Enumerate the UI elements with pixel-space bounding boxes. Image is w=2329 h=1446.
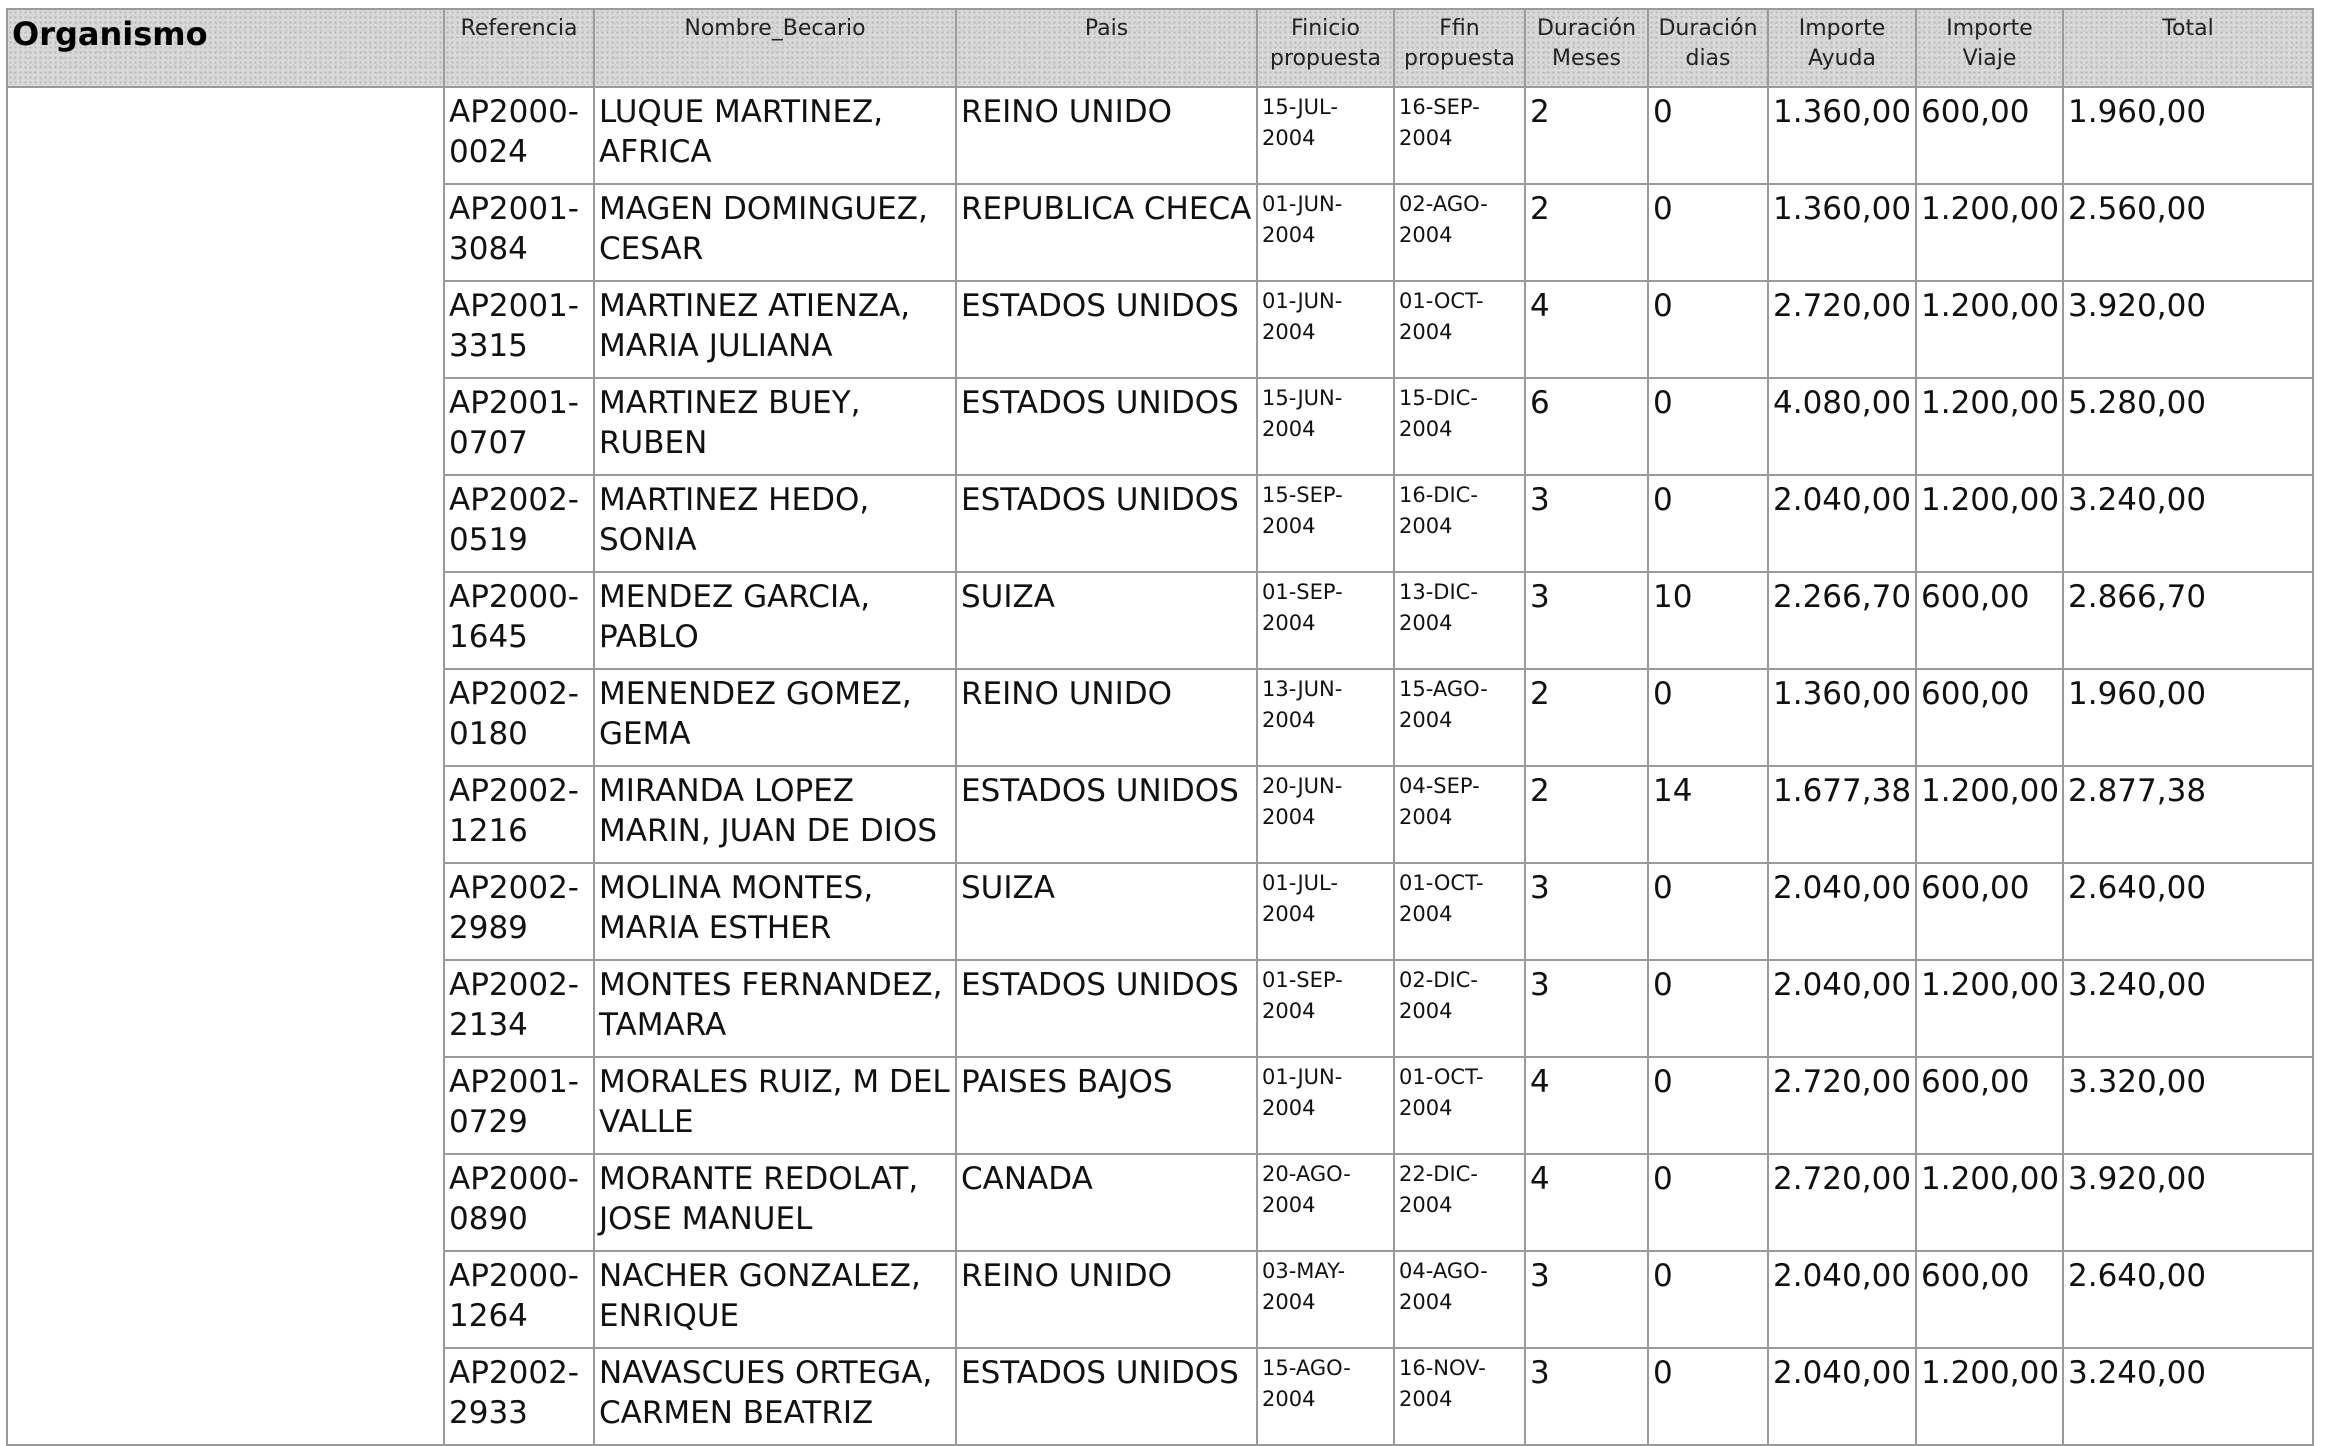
header-duracion-dias: Duración dias bbox=[1648, 9, 1768, 87]
cell-duracion-dias: 0 bbox=[1648, 1057, 1768, 1154]
cell-importe-ayuda: 1.360,00 bbox=[1768, 669, 1916, 766]
cell-total: 3.240,00 bbox=[2063, 960, 2313, 1057]
cell-finicio-propuesta: 01-JUN-2004 bbox=[1257, 184, 1394, 281]
cell-duracion-dias: 0 bbox=[1648, 475, 1768, 572]
cell-finicio-propuesta: 13-JUN-2004 bbox=[1257, 669, 1394, 766]
header-finicio-propuesta: Finicio propuesta bbox=[1257, 9, 1394, 87]
cell-nombre-becario: MARTINEZ HEDO, SONIA bbox=[594, 475, 956, 572]
cell-importe-ayuda: 1.360,00 bbox=[1768, 184, 1916, 281]
cell-duracion-dias: 10 bbox=[1648, 572, 1768, 669]
cell-ffin-propuesta: 01-OCT-2004 bbox=[1394, 863, 1525, 960]
cell-ffin-propuesta: 01-OCT-2004 bbox=[1394, 281, 1525, 378]
cell-importe-viaje: 600,00 bbox=[1916, 1057, 2063, 1154]
cell-duracion-meses: 6 bbox=[1525, 378, 1648, 475]
cell-finicio-propuesta: 01-JUN-2004 bbox=[1257, 281, 1394, 378]
cell-total: 3.320,00 bbox=[2063, 1057, 2313, 1154]
cell-duracion-meses: 2 bbox=[1525, 87, 1648, 184]
cell-total: 1.960,00 bbox=[2063, 669, 2313, 766]
cell-importe-viaje: 1.200,00 bbox=[1916, 184, 2063, 281]
cell-importe-ayuda: 2.720,00 bbox=[1768, 1154, 1916, 1251]
cell-referencia: AP2000-0024 bbox=[444, 87, 594, 184]
header-ffin-propuesta: Ffin propuesta bbox=[1394, 9, 1525, 87]
cell-duracion-meses: 3 bbox=[1525, 863, 1648, 960]
cell-duracion-dias: 0 bbox=[1648, 1251, 1768, 1348]
cell-total: 1.960,00 bbox=[2063, 87, 2313, 184]
cell-pais: REPUBLICA CHECA bbox=[956, 184, 1257, 281]
cell-finicio-propuesta: 01-JUN-2004 bbox=[1257, 1057, 1394, 1154]
cell-duracion-meses: 4 bbox=[1525, 1057, 1648, 1154]
cell-importe-ayuda: 2.040,00 bbox=[1768, 1348, 1916, 1445]
cell-importe-viaje: 1.200,00 bbox=[1916, 766, 2063, 863]
cell-referencia: AP2000-0890 bbox=[444, 1154, 594, 1251]
cell-finicio-propuesta: 01-SEP-2004 bbox=[1257, 572, 1394, 669]
cell-ffin-propuesta: 04-AGO-2004 bbox=[1394, 1251, 1525, 1348]
cell-nombre-becario: MENENDEZ GOMEZ, GEMA bbox=[594, 669, 956, 766]
cell-importe-ayuda: 2.040,00 bbox=[1768, 863, 1916, 960]
cell-pais: SUIZA bbox=[956, 572, 1257, 669]
cell-ffin-propuesta: 01-OCT-2004 bbox=[1394, 1057, 1525, 1154]
cell-nombre-becario: MAGEN DOMINGUEZ, CESAR bbox=[594, 184, 956, 281]
cell-referencia: AP2001-3084 bbox=[444, 184, 594, 281]
cell-duracion-dias: 0 bbox=[1648, 1348, 1768, 1445]
cell-pais: ESTADOS UNIDOS bbox=[956, 766, 1257, 863]
cell-importe-viaje: 1.200,00 bbox=[1916, 475, 2063, 572]
cell-duracion-dias: 0 bbox=[1648, 669, 1768, 766]
cell-referencia: AP2001-0707 bbox=[444, 378, 594, 475]
cell-ffin-propuesta: 04-SEP-2004 bbox=[1394, 766, 1525, 863]
cell-total: 3.920,00 bbox=[2063, 281, 2313, 378]
cell-duracion-meses: 3 bbox=[1525, 1348, 1648, 1445]
cell-total: 3.240,00 bbox=[2063, 475, 2313, 572]
cell-pais: PAISES BAJOS bbox=[956, 1057, 1257, 1154]
cell-importe-viaje: 600,00 bbox=[1916, 669, 2063, 766]
cell-importe-viaje: 1.200,00 bbox=[1916, 1154, 2063, 1251]
cell-pais: SUIZA bbox=[956, 863, 1257, 960]
cell-pais: ESTADOS UNIDOS bbox=[956, 1348, 1257, 1445]
cell-ffin-propuesta: 02-AGO-2004 bbox=[1394, 184, 1525, 281]
cell-ffin-propuesta: 15-AGO-2004 bbox=[1394, 669, 1525, 766]
cell-nombre-becario: MARTINEZ ATIENZA, MARIA JULIANA bbox=[594, 281, 956, 378]
cell-total: 2.866,70 bbox=[2063, 572, 2313, 669]
cell-ffin-propuesta: 02-DIC-2004 bbox=[1394, 960, 1525, 1057]
cell-importe-viaje: 600,00 bbox=[1916, 1251, 2063, 1348]
cell-referencia: AP2002-1216 bbox=[444, 766, 594, 863]
cell-importe-viaje: 1.200,00 bbox=[1916, 960, 2063, 1057]
cell-duracion-meses: 3 bbox=[1525, 475, 1648, 572]
cell-importe-viaje: 600,00 bbox=[1916, 572, 2063, 669]
cell-importe-ayuda: 1.360,00 bbox=[1768, 87, 1916, 184]
cell-importe-ayuda: 2.720,00 bbox=[1768, 1057, 1916, 1154]
cell-importe-viaje: 1.200,00 bbox=[1916, 1348, 2063, 1445]
cell-finicio-propuesta: 15-JUL-2004 bbox=[1257, 87, 1394, 184]
cell-importe-viaje: 600,00 bbox=[1916, 87, 2063, 184]
cell-ffin-propuesta: 16-NOV-2004 bbox=[1394, 1348, 1525, 1445]
header-importe-viaje: Importe Viaje bbox=[1916, 9, 2063, 87]
cell-finicio-propuesta: 20-JUN-2004 bbox=[1257, 766, 1394, 863]
cell-finicio-propuesta: 15-SEP-2004 bbox=[1257, 475, 1394, 572]
cell-referencia: AP2002-2134 bbox=[444, 960, 594, 1057]
cell-duracion-meses: 4 bbox=[1525, 281, 1648, 378]
header-total: Total bbox=[2063, 9, 2313, 87]
cell-duracion-meses: 4 bbox=[1525, 1154, 1648, 1251]
header-nombre-becario: Nombre_Becario bbox=[594, 9, 956, 87]
cell-total: 2.640,00 bbox=[2063, 1251, 2313, 1348]
cell-nombre-becario: MIRANDA LOPEZ MARIN, JUAN DE DIOS bbox=[594, 766, 956, 863]
header-duracion-meses: Duración Meses bbox=[1525, 9, 1648, 87]
cell-ffin-propuesta: 16-SEP-2004 bbox=[1394, 87, 1525, 184]
organismo-cell bbox=[7, 87, 444, 1445]
cell-ffin-propuesta: 22-DIC-2004 bbox=[1394, 1154, 1525, 1251]
cell-importe-ayuda: 2.040,00 bbox=[1768, 475, 1916, 572]
header-organismo: Organismo bbox=[7, 9, 444, 87]
cell-total: 3.240,00 bbox=[2063, 1348, 2313, 1445]
cell-referencia: AP2000-1264 bbox=[444, 1251, 594, 1348]
table-body bbox=[7, 87, 2313, 1445]
table-header bbox=[7, 9, 2313, 87]
cell-duracion-dias: 0 bbox=[1648, 87, 1768, 184]
cell-referencia: AP2000-1645 bbox=[444, 572, 594, 669]
cell-pais: ESTADOS UNIDOS bbox=[956, 475, 1257, 572]
cell-nombre-becario: MARTINEZ BUEY, RUBEN bbox=[594, 378, 956, 475]
cell-total: 5.280,00 bbox=[2063, 378, 2313, 475]
cell-pais: CANADA bbox=[956, 1154, 1257, 1251]
cell-total: 2.560,00 bbox=[2063, 184, 2313, 281]
cell-nombre-becario: MOLINA MONTES, MARIA ESTHER bbox=[594, 863, 956, 960]
cell-duracion-meses: 2 bbox=[1525, 184, 1648, 281]
cell-ffin-propuesta: 15-DIC-2004 bbox=[1394, 378, 1525, 475]
cell-importe-viaje: 1.200,00 bbox=[1916, 281, 2063, 378]
cell-ffin-propuesta: 13-DIC-2004 bbox=[1394, 572, 1525, 669]
cell-referencia: AP2002-2989 bbox=[444, 863, 594, 960]
cell-finicio-propuesta: 01-JUL-2004 bbox=[1257, 863, 1394, 960]
cell-referencia: AP2002-2933 bbox=[444, 1348, 594, 1445]
cell-finicio-propuesta: 20-AGO-2004 bbox=[1257, 1154, 1394, 1251]
cell-duracion-meses: 3 bbox=[1525, 960, 1648, 1057]
cell-finicio-propuesta: 01-SEP-2004 bbox=[1257, 960, 1394, 1057]
cell-total: 2.877,38 bbox=[2063, 766, 2313, 863]
cell-finicio-propuesta: 15-JUN-2004 bbox=[1257, 378, 1394, 475]
cell-importe-ayuda: 2.266,70 bbox=[1768, 572, 1916, 669]
cell-pais: ESTADOS UNIDOS bbox=[956, 281, 1257, 378]
cell-importe-viaje: 1.200,00 bbox=[1916, 378, 2063, 475]
table-row bbox=[7, 87, 2313, 184]
cell-finicio-propuesta: 03-MAY-2004 bbox=[1257, 1251, 1394, 1348]
cell-duracion-dias: 14 bbox=[1648, 766, 1768, 863]
cell-duracion-dias: 0 bbox=[1648, 184, 1768, 281]
cell-importe-ayuda: 2.040,00 bbox=[1768, 960, 1916, 1057]
cell-duracion-meses: 3 bbox=[1525, 572, 1648, 669]
cell-duracion-dias: 0 bbox=[1648, 1154, 1768, 1251]
cell-total: 3.920,00 bbox=[2063, 1154, 2313, 1251]
cell-pais: REINO UNIDO bbox=[956, 87, 1257, 184]
cell-importe-ayuda: 2.720,00 bbox=[1768, 281, 1916, 378]
cell-ffin-propuesta: 16-DIC-2004 bbox=[1394, 475, 1525, 572]
cell-pais: REINO UNIDO bbox=[956, 1251, 1257, 1348]
cell-nombre-becario: MORANTE REDOLAT, JOSE MANUEL bbox=[594, 1154, 956, 1251]
cell-nombre-becario: NACHER GONZALEZ, ENRIQUE bbox=[594, 1251, 956, 1348]
cell-importe-ayuda: 4.080,00 bbox=[1768, 378, 1916, 475]
cell-duracion-meses: 2 bbox=[1525, 669, 1648, 766]
cell-referencia: AP2002-0519 bbox=[444, 475, 594, 572]
cell-nombre-becario: MONTES FERNANDEZ, TAMARA bbox=[594, 960, 956, 1057]
cell-pais: ESTADOS UNIDOS bbox=[956, 960, 1257, 1057]
cell-referencia: AP2002-0180 bbox=[444, 669, 594, 766]
cell-duracion-dias: 0 bbox=[1648, 960, 1768, 1057]
header-referencia: Referencia bbox=[444, 9, 594, 87]
cell-duracion-dias: 0 bbox=[1648, 863, 1768, 960]
cell-referencia: AP2001-0729 bbox=[444, 1057, 594, 1154]
cell-nombre-becario: NAVASCUES ORTEGA, CARMEN BEATRIZ bbox=[594, 1348, 956, 1445]
cell-total: 2.640,00 bbox=[2063, 863, 2313, 960]
header-row bbox=[7, 9, 2313, 87]
cell-pais: ESTADOS UNIDOS bbox=[956, 378, 1257, 475]
cell-pais: REINO UNIDO bbox=[956, 669, 1257, 766]
cell-nombre-becario: MORALES RUIZ, M DEL VALLE bbox=[594, 1057, 956, 1154]
header-importe-ayuda: Importe Ayuda bbox=[1768, 9, 1916, 87]
cell-duracion-dias: 0 bbox=[1648, 378, 1768, 475]
cell-nombre-becario: LUQUE MARTINEZ, AFRICA bbox=[594, 87, 956, 184]
header-pais: Pais bbox=[956, 9, 1257, 87]
cell-duracion-dias: 0 bbox=[1648, 281, 1768, 378]
cell-importe-ayuda: 1.677,38 bbox=[1768, 766, 1916, 863]
cell-nombre-becario: MENDEZ GARCIA, PABLO bbox=[594, 572, 956, 669]
becarios-table bbox=[6, 8, 2314, 1446]
cell-importe-viaje: 600,00 bbox=[1916, 863, 2063, 960]
cell-importe-ayuda: 2.040,00 bbox=[1768, 1251, 1916, 1348]
cell-duracion-meses: 2 bbox=[1525, 766, 1648, 863]
cell-referencia: AP2001-3315 bbox=[444, 281, 594, 378]
cell-finicio-propuesta: 15-AGO-2004 bbox=[1257, 1348, 1394, 1445]
cell-duracion-meses: 3 bbox=[1525, 1251, 1648, 1348]
